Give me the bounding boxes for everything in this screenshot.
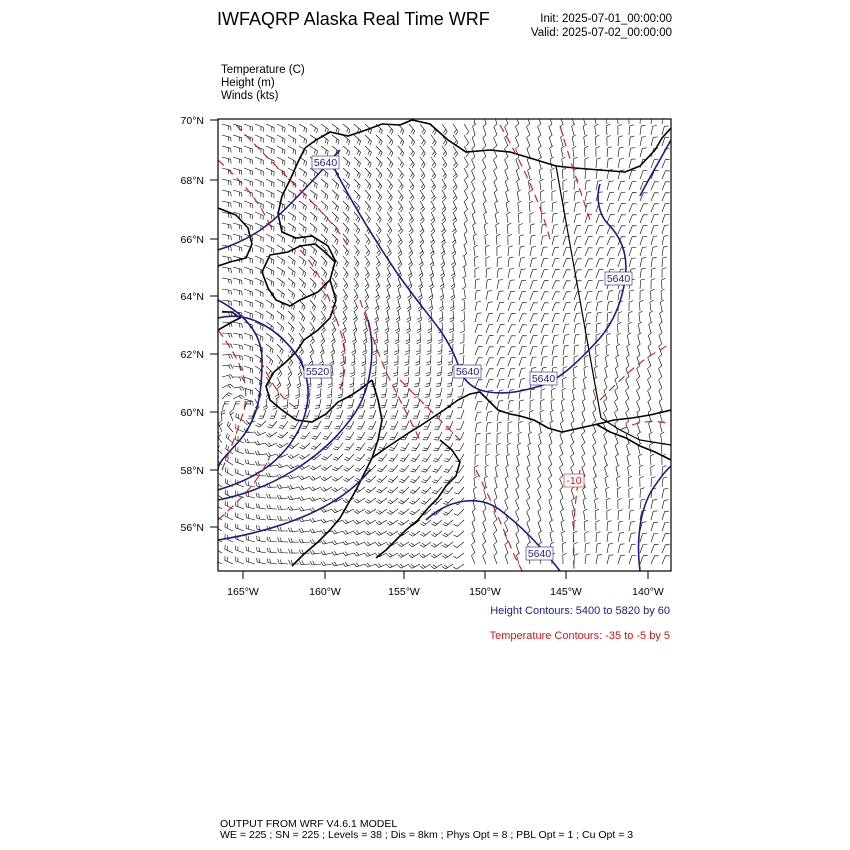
- init-time: Init: 2025-07-01_00:00:00: [540, 13, 672, 25]
- lon-label: 165°W: [227, 586, 259, 598]
- wind-barb-field: [214, 113, 670, 569]
- model-footer: OUTPUT FROM WRF V4.6.1 MODEL: [220, 818, 398, 830]
- lat-axis: [210, 120, 218, 527]
- height-label: 5640: [606, 273, 631, 285]
- lat-label: 56°N: [180, 522, 204, 534]
- field-height: Height (m): [221, 77, 275, 89]
- lat-label: 60°N: [180, 407, 204, 419]
- lon-axis: [243, 571, 648, 579]
- lat-label: 68°N: [180, 175, 204, 187]
- field-temperature: Temperature (C): [221, 64, 305, 76]
- lat-label: 70°N: [180, 115, 204, 127]
- temperature-contour-labels: [564, 474, 584, 487]
- lat-label: 62°N: [180, 349, 204, 361]
- lon-label: 145°W: [550, 586, 582, 598]
- height-label: 5640: [455, 366, 480, 378]
- lon-label: 140°W: [632, 586, 664, 598]
- lat-labels: [181, 115, 204, 534]
- height-label: 5640: [313, 157, 338, 169]
- height-contours: [218, 140, 671, 571]
- lon-labels: [227, 586, 664, 598]
- lon-label: 160°W: [309, 586, 341, 598]
- lat-label: 64°N: [180, 291, 204, 303]
- lon-label: 150°W: [469, 586, 501, 598]
- height-label: 5640: [531, 373, 556, 385]
- model-params: WE = 225 ; SN = 225 ; Levels = 38 ; Dis = 8km ; Phys Opt = 8 ; PBL Opt = 1 ; Cu Opt = 3: [220, 829, 634, 841]
- height-contour-labels: [304, 156, 632, 560]
- field-winds: Winds (kts): [221, 90, 279, 102]
- height-label: 5520: [305, 366, 330, 378]
- lat-label: 58°N: [180, 465, 204, 477]
- height-legend: Height Contours: 5400 to 5820 by 60: [490, 605, 670, 617]
- temperature-legend: Temperature Contours: -35 to -5 by 5: [489, 630, 670, 642]
- valid-time: Valid: 2025-07-02_00:00:00: [530, 27, 672, 39]
- lon-label: 155°W: [388, 586, 420, 598]
- temperature-label: -10: [566, 475, 582, 487]
- height-label: 5640: [527, 548, 552, 560]
- lat-label: 66°N: [180, 234, 204, 246]
- map-title: IWFAQRP Alaska Real Time WRF: [217, 9, 490, 29]
- temperature-contours: [218, 125, 671, 571]
- wind-barbs: [214, 113, 670, 569]
